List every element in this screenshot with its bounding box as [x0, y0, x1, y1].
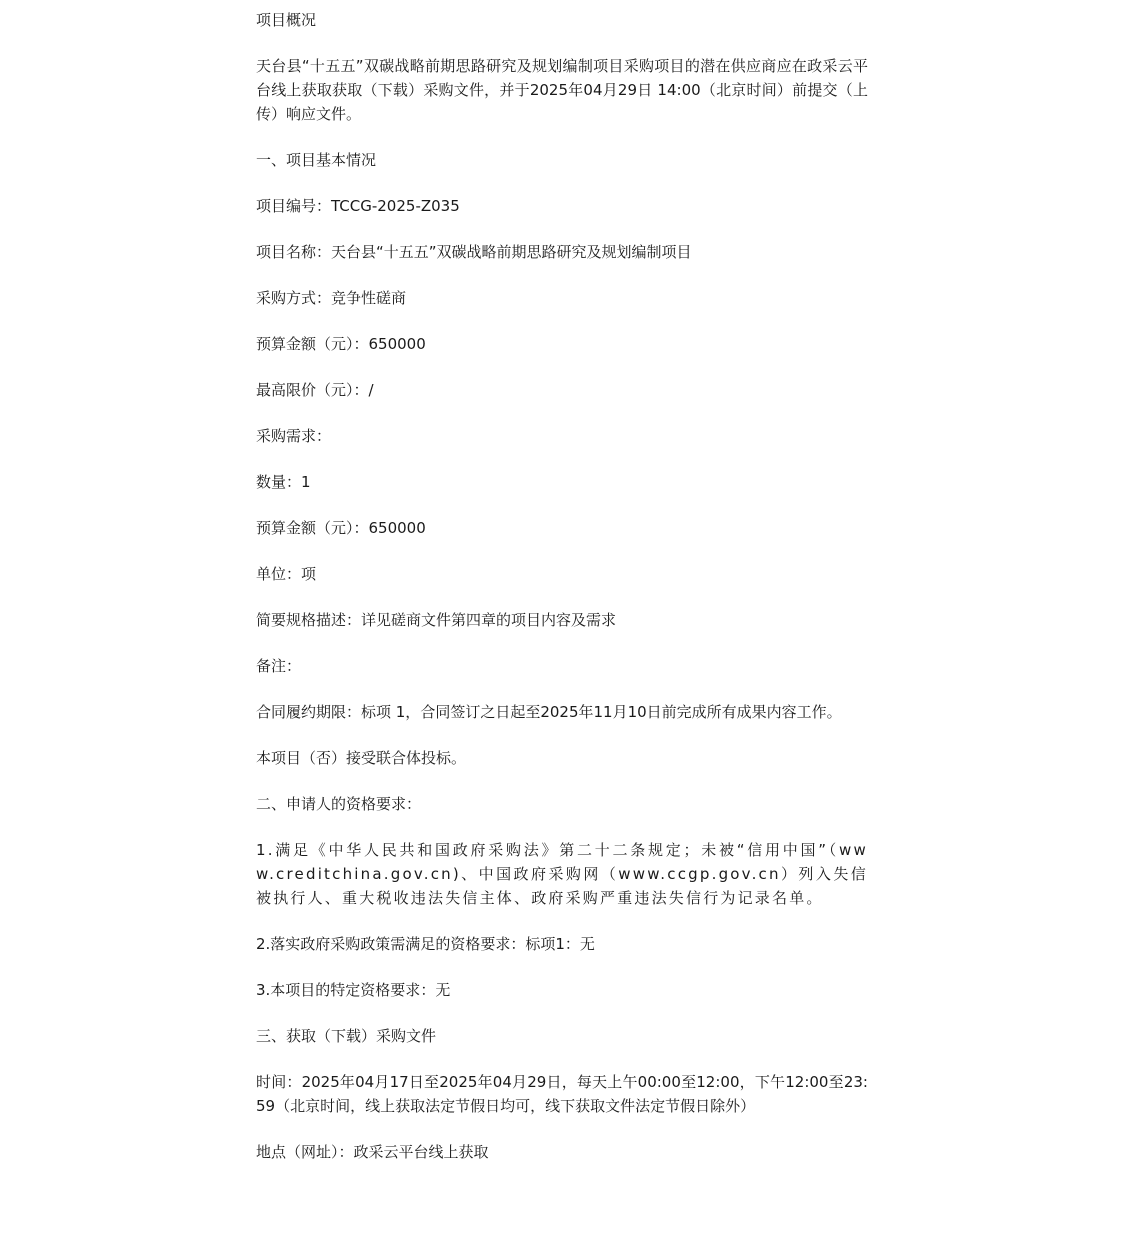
qualification-item-1: 1.满足《中华人民共和国政府采购法》第二十二条规定；未被“信用中国”（www.creditchina.gov.cn)、中国政府采购网（www.ccgp.gov.cn）列入失信被执行人、重大税收违法失信主体、政府采购严重违法失信行为记录名单。	[256, 841, 868, 907]
quantity: 数量：1	[256, 473, 311, 491]
project-name: 项目名称：天台县“十五五”双碳战略前期思路研究及规划编制项目	[256, 243, 692, 261]
qualification-item-3: 3.本项目的特定资格要求：无	[256, 981, 451, 999]
remarks: 备注：	[256, 657, 302, 675]
max-price: 最高限价（元）：/	[256, 381, 374, 399]
section-heading-basic-info: 一、项目基本情况	[256, 151, 377, 169]
document-body	[256, 8, 868, 1186]
spec-description: 简要规格描述：详见磋商文件第四章的项目内容及需求	[256, 611, 617, 629]
requirement-budget: 预算金额（元）：650000	[256, 519, 426, 537]
procurement-method: 采购方式：竞争性磋商	[256, 289, 407, 307]
section-heading-qualifications: 二、申请人的资格要求：	[256, 795, 422, 813]
requirements-label: 采购需求：	[256, 427, 332, 445]
obtain-time: 时间：2025年04月17日至2025年04月29日，每天上午00:00至12:00，下午12:00至23:59（北京时间，线上获取法定节假日均可，线下获取文件法定节假日除外）	[256, 1073, 868, 1115]
unit: 单位：项	[256, 565, 317, 583]
obtain-location: 地点（网址）：政采云平台线上获取	[256, 1143, 489, 1161]
section-title-overview: 项目概况	[256, 11, 317, 29]
budget-amount: 预算金额（元）：650000	[256, 335, 426, 353]
intro-paragraph: 天台县“十五五”双碳战略前期思路研究及规划编制项目采购项目的潜在供应商应在政采云平台线上获取获取（下载）采购文件，并于2025年04月29日 14:00（北京时间）前提交（上传）响应文件。	[256, 57, 868, 123]
qualification-item-2: 2.落实政府采购政策需满足的资格要求：标项1：无	[256, 935, 595, 953]
consortium-note: 本项目（否）接受联合体投标。	[256, 749, 467, 767]
section-heading-obtain-docs: 三、获取（下载）采购文件	[256, 1027, 437, 1045]
contract-period: 合同履约期限：标项 1，合同签订之日起至2025年11月10日前完成所有成果内容工作。	[256, 703, 842, 721]
project-number: 项目编号：TCCG-2025-Z035	[256, 197, 460, 215]
